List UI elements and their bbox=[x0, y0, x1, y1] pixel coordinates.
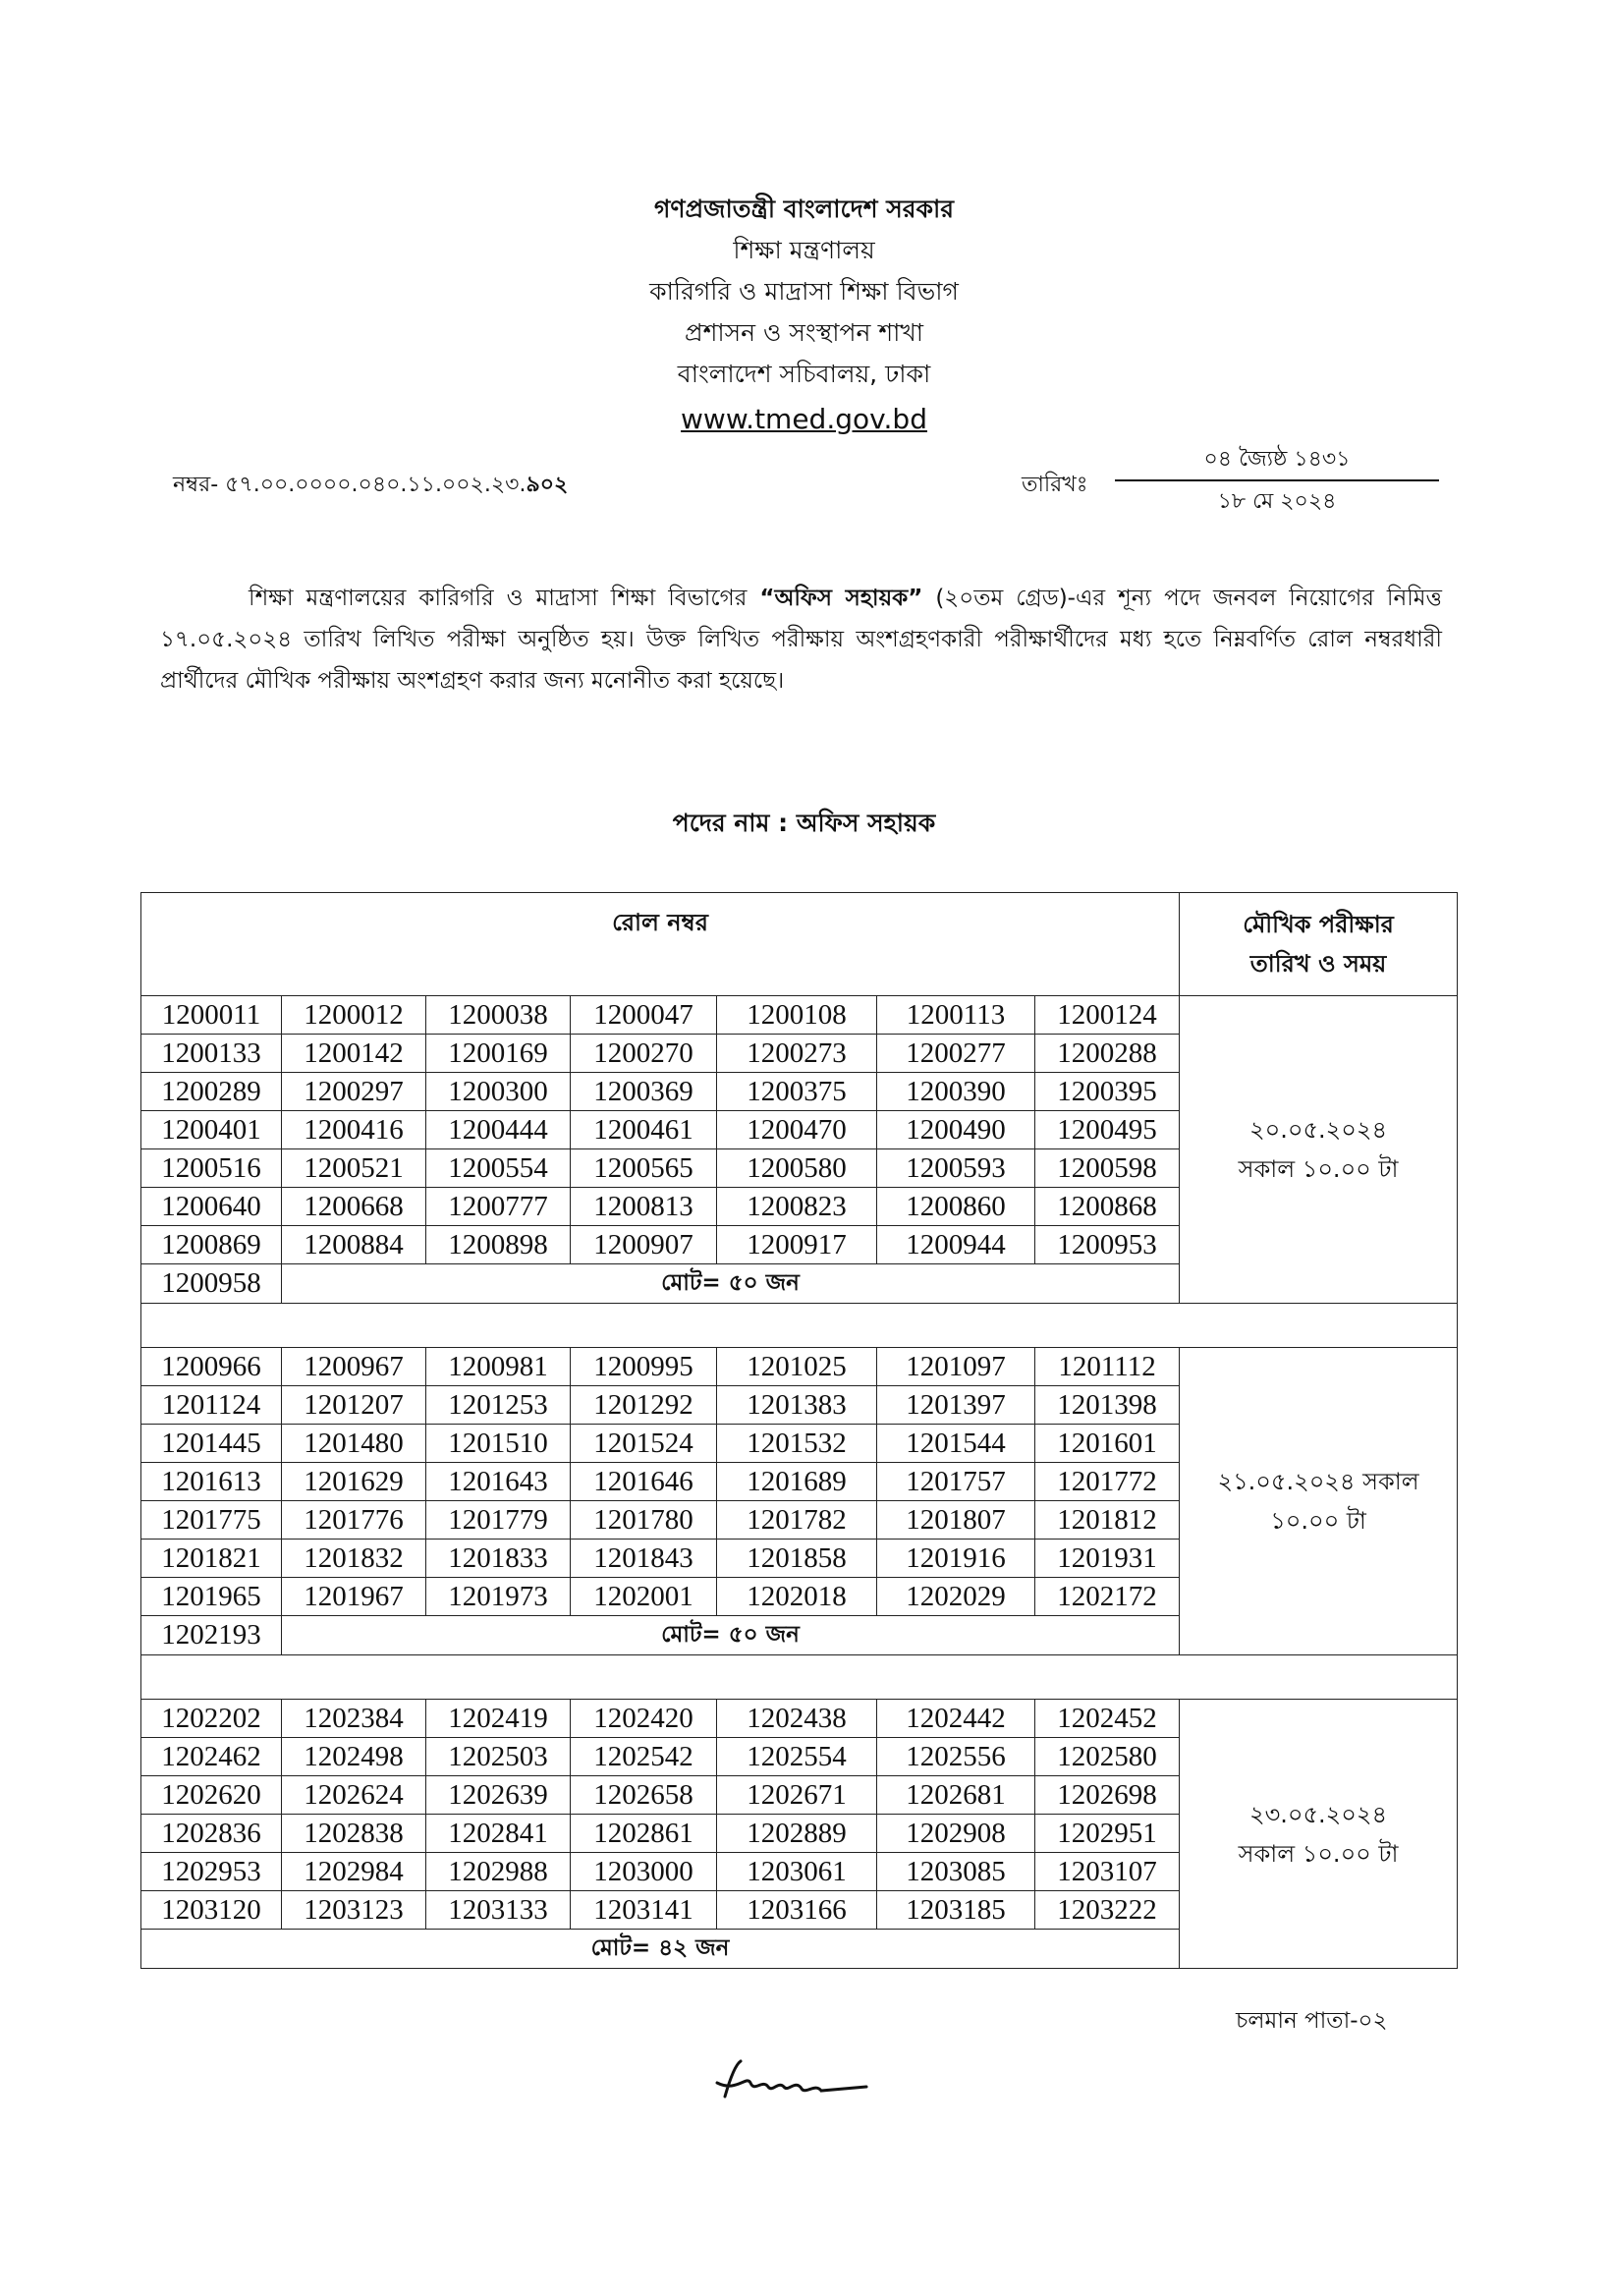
roll-number-cell: 1201397 bbox=[877, 1386, 1035, 1425]
roll-number-cell: 1200516 bbox=[141, 1149, 282, 1188]
roll-number-cell: 1200490 bbox=[877, 1111, 1035, 1149]
roll-number-cell: 1200444 bbox=[426, 1111, 571, 1149]
roll-number-cell: 1201967 bbox=[282, 1578, 426, 1616]
roll-number-cell: 1201689 bbox=[717, 1463, 877, 1501]
viva-date-header-line-1: মৌখিক পরীক্ষার bbox=[1243, 911, 1394, 938]
roll-number-cell: 1201812 bbox=[1035, 1501, 1180, 1540]
roll-number-cell: 1201292 bbox=[571, 1386, 717, 1425]
memo-number-prefix: নম্বর- ৫৭.০০.০০০০.০৪০.১১.০০২.২৩. bbox=[173, 473, 527, 497]
viva-date-line-1: ২০.০৫.২০২৪ bbox=[1249, 1116, 1388, 1144]
roll-number-cell: 1203185 bbox=[877, 1891, 1035, 1930]
roll-number-cell: 1203141 bbox=[571, 1891, 717, 1930]
roll-number-cell: 1202984 bbox=[282, 1853, 426, 1891]
group-separator bbox=[141, 1655, 1458, 1700]
letterhead bbox=[0, 189, 1608, 442]
letterhead-ministry: শিক্ষা মন্ত্রণালয় bbox=[733, 236, 875, 264]
viva-date-cell bbox=[1180, 1348, 1458, 1655]
roll-number-cell: 1200470 bbox=[717, 1111, 877, 1149]
roll-number-cell: 1200495 bbox=[1035, 1111, 1180, 1149]
roll-number-cell: 1202620 bbox=[141, 1776, 282, 1815]
roll-number-cell: 1202671 bbox=[717, 1776, 877, 1815]
body-post-name: “অফিস সহায়ক” bbox=[759, 586, 923, 611]
roll-number-cell: 1202889 bbox=[717, 1815, 877, 1853]
roll-number-cell: 1200521 bbox=[282, 1149, 426, 1188]
roll-number-cell: 1202639 bbox=[426, 1776, 571, 1815]
website-link[interactable]: www.tmed.gov.bd bbox=[681, 403, 927, 435]
roll-number-cell: 1200640 bbox=[141, 1188, 282, 1226]
roll-number-table bbox=[140, 892, 1458, 1969]
roll-number-cell: 1203107 bbox=[1035, 1853, 1180, 1891]
roll-number-cell: 1201772 bbox=[1035, 1463, 1180, 1501]
roll-number-cell: 1202841 bbox=[426, 1815, 571, 1853]
roll-number-cell: 1200113 bbox=[877, 996, 1035, 1035]
roll-number-cell: 1202542 bbox=[571, 1738, 717, 1776]
roll-number-cell: 1200124 bbox=[1035, 996, 1180, 1035]
roll-number-cell: 1200047 bbox=[571, 996, 717, 1035]
roll-number-cell: 1201779 bbox=[426, 1501, 571, 1540]
roll-number-cell: 1202029 bbox=[877, 1578, 1035, 1616]
viva-date-cell bbox=[1180, 1700, 1458, 1969]
roll-number-cell: 1202953 bbox=[141, 1853, 282, 1891]
roll-number-cell: 1200289 bbox=[141, 1073, 282, 1111]
roll-number-cell: 1202001 bbox=[571, 1578, 717, 1616]
date-english: ১৮ মে ২০২৪ bbox=[1217, 489, 1337, 514]
roll-number-cell: 1202658 bbox=[571, 1776, 717, 1815]
roll-number-cell: 1201398 bbox=[1035, 1386, 1180, 1425]
roll-number-cell: 1202681 bbox=[877, 1776, 1035, 1815]
roll-number-cell: 1201643 bbox=[426, 1463, 571, 1501]
roll-number-cell: 1202462 bbox=[141, 1738, 282, 1776]
roll-number-cell: 1202452 bbox=[1035, 1700, 1180, 1738]
roll-number-cell: 1201613 bbox=[141, 1463, 282, 1501]
roll-row bbox=[141, 996, 1458, 1035]
roll-number-header: রোল নম্বর bbox=[141, 893, 1180, 996]
letterhead-division: কারিগরি ও মাদ্রাসা শিক্ষা বিভাগ bbox=[649, 277, 959, 306]
roll-number-cell: 1202624 bbox=[282, 1776, 426, 1815]
roll-number-cell: 1201544 bbox=[877, 1425, 1035, 1463]
viva-date-line-1: ২১.০৫.২০২৪ সকাল bbox=[1217, 1468, 1419, 1495]
roll-number-cell: 1203120 bbox=[141, 1891, 282, 1930]
roll-number-cell: 1202442 bbox=[877, 1700, 1035, 1738]
roll-number-cell: 1201253 bbox=[426, 1386, 571, 1425]
roll-number-cell: 1200300 bbox=[426, 1073, 571, 1111]
roll-number-cell: 1200777 bbox=[426, 1188, 571, 1226]
roll-number-cell: 1202988 bbox=[426, 1853, 571, 1891]
roll-number-cell: 1202202 bbox=[141, 1700, 282, 1738]
roll-number-cell: 1200953 bbox=[1035, 1226, 1180, 1264]
roll-number-cell: 1201973 bbox=[426, 1578, 571, 1616]
roll-number-cell: 1203166 bbox=[717, 1891, 877, 1930]
roll-number-cell: 1202172 bbox=[1035, 1578, 1180, 1616]
viva-date-line-2: সকাল ১০.০০ টা bbox=[1238, 1155, 1399, 1183]
roll-number-cell: 1200133 bbox=[141, 1035, 282, 1073]
roll-number-cell: 1200297 bbox=[282, 1073, 426, 1111]
body-part-1: শিক্ষা মন্ত্রণালয়ের কারিগরি ও মাদ্রাসা শিক্ষা বিভাগের bbox=[249, 586, 760, 611]
group-total: মোট= ৫০ জন bbox=[282, 1264, 1180, 1304]
roll-number-cell: 1200554 bbox=[426, 1149, 571, 1188]
roll-row bbox=[141, 1700, 1458, 1738]
roll-number-cell: 1200967 bbox=[282, 1348, 426, 1386]
date-label: তারিখঃ bbox=[1022, 473, 1088, 497]
roll-number-cell: 1202908 bbox=[877, 1815, 1035, 1853]
roll-number-cell: 1201832 bbox=[282, 1540, 426, 1578]
roll-number-cell: 1202580 bbox=[1035, 1738, 1180, 1776]
roll-number-cell: 1202438 bbox=[717, 1700, 877, 1738]
roll-number-cell: 1201757 bbox=[877, 1463, 1035, 1501]
roll-number-cell: 1202554 bbox=[717, 1738, 877, 1776]
roll-number-cell: 1202861 bbox=[571, 1815, 717, 1853]
viva-date-cell bbox=[1180, 996, 1458, 1304]
roll-number-cell: 1201601 bbox=[1035, 1425, 1180, 1463]
roll-number-cell: 1202836 bbox=[141, 1815, 282, 1853]
roll-number-cell: 1200142 bbox=[282, 1035, 426, 1073]
roll-number-cell: 1201916 bbox=[877, 1540, 1035, 1578]
roll-number-cell: 1202838 bbox=[282, 1815, 426, 1853]
roll-number-cell: 1203000 bbox=[571, 1853, 717, 1891]
roll-number-cell: 1203061 bbox=[717, 1853, 877, 1891]
roll-number-cell: 1200593 bbox=[877, 1149, 1035, 1188]
roll-number-cell: 1201097 bbox=[877, 1348, 1035, 1386]
letterhead-government: গণপ্রজাতন্ত্রী বাংলাদেশ সরকার bbox=[654, 195, 954, 223]
roll-number-cell: 1201646 bbox=[571, 1463, 717, 1501]
roll-number-cell: 1201821 bbox=[141, 1540, 282, 1578]
roll-number-cell: 1200917 bbox=[717, 1226, 877, 1264]
roll-number-cell: 1201025 bbox=[717, 1348, 877, 1386]
roll-number-cell: 1200823 bbox=[717, 1188, 877, 1226]
roll-number-cell: 1200860 bbox=[877, 1188, 1035, 1226]
roll-number-cell: 1200898 bbox=[426, 1226, 571, 1264]
roll-number-cell: 1202420 bbox=[571, 1700, 717, 1738]
roll-number-cell: 1200401 bbox=[141, 1111, 282, 1149]
roll-number-cell: 1200981 bbox=[426, 1348, 571, 1386]
roll-number-cell: 1201124 bbox=[141, 1386, 282, 1425]
viva-date-line-1: ২৩.০৫.২০২৪ bbox=[1249, 1800, 1388, 1828]
group-separator bbox=[141, 1304, 1458, 1348]
date-bangla: ০৪ জ্যৈষ্ঠ ১৪৩১ bbox=[1115, 440, 1439, 481]
roll-number-cell: 1201383 bbox=[717, 1386, 877, 1425]
roll-number-cell: 1202498 bbox=[282, 1738, 426, 1776]
roll-number-cell: 1200108 bbox=[717, 996, 877, 1035]
roll-number-cell: 1200813 bbox=[571, 1188, 717, 1226]
roll-number-cell: 1200288 bbox=[1035, 1035, 1180, 1073]
roll-number-cell: 1200273 bbox=[717, 1035, 877, 1073]
roll-number-cell: 1201510 bbox=[426, 1425, 571, 1463]
roll-row bbox=[141, 1348, 1458, 1386]
roll-number-cell: 1202018 bbox=[717, 1578, 877, 1616]
roll-number-cell: 1201858 bbox=[717, 1540, 877, 1578]
roll-number-cell: 1200884 bbox=[282, 1226, 426, 1264]
roll-number-cell: 1200390 bbox=[877, 1073, 1035, 1111]
body-part-2: (২০তম গ্রেড)-এর শূন্য পদে জনবল নিয়োগের নিমিত্ত ১৭.০৫.২০২৪ তারিখ লিখিত পরীক্ষা অনুষ্ঠিত হয়। উক্ত লিখিত পরীক্ষায় অংশগ্রহণকারী পরীক্ষার্থীদের মধ্য হতে নিম্নবর্ণিত রোল নম্বরধারী প্রার্থীদের মৌখিক পরীক্ষায় অংশগ্রহণ করার জন্য মনোনীত করা হয়েছে। bbox=[160, 586, 1443, 694]
letterhead-address: বাংলাদেশ সচিবালয়, ঢাকা bbox=[677, 360, 931, 388]
roll-number-cell: 1201112 bbox=[1035, 1348, 1180, 1386]
group-separator-row bbox=[141, 1304, 1458, 1348]
date-block bbox=[1115, 440, 1439, 523]
roll-number-cell: 1203123 bbox=[282, 1891, 426, 1930]
handwritten-signature-icon bbox=[707, 2053, 874, 2112]
post-title: পদের নাম : অফিস সহায়ক bbox=[672, 809, 936, 837]
group-separator-row bbox=[141, 1655, 1458, 1700]
roll-number-cell: 1201532 bbox=[717, 1425, 877, 1463]
roll-number-cell: 1202556 bbox=[877, 1738, 1035, 1776]
memo-number bbox=[173, 468, 568, 504]
group-total: মোট= ৪২ জন bbox=[141, 1930, 1180, 1969]
memo-number-suffix: ৯০২ bbox=[526, 473, 569, 497]
body-paragraph bbox=[160, 578, 1442, 701]
roll-number-cell: 1203085 bbox=[877, 1853, 1035, 1891]
roll-number-cell: 1202951 bbox=[1035, 1815, 1180, 1853]
roll-number-cell: 1200270 bbox=[571, 1035, 717, 1073]
roll-number-cell: 1202193 bbox=[141, 1616, 282, 1655]
roll-number-cell: 1200944 bbox=[877, 1226, 1035, 1264]
roll-number-cell: 1200580 bbox=[717, 1149, 877, 1188]
roll-number-cell: 1201445 bbox=[141, 1425, 282, 1463]
continued-page-note: চলমান পাতা-০২ bbox=[1236, 2008, 1388, 2034]
roll-number-cell: 1201775 bbox=[141, 1501, 282, 1540]
roll-number-cell: 1202419 bbox=[426, 1700, 571, 1738]
roll-number-cell: 1200369 bbox=[571, 1073, 717, 1111]
viva-date-line-2: ১০.০০ টা bbox=[1270, 1507, 1366, 1535]
roll-number-cell: 1200869 bbox=[141, 1226, 282, 1264]
roll-number-cell: 1201931 bbox=[1035, 1540, 1180, 1578]
roll-number-cell: 1202503 bbox=[426, 1738, 571, 1776]
letterhead-branch: প্রশাসন ও সংস্থাপন শাখা bbox=[684, 318, 924, 347]
roll-number-cell: 1200169 bbox=[426, 1035, 571, 1073]
viva-date-line-2: সকাল ১০.০০ টা bbox=[1238, 1839, 1399, 1868]
roll-number-cell: 1200461 bbox=[571, 1111, 717, 1149]
viva-date-header bbox=[1180, 893, 1458, 996]
roll-number-cell: 1201782 bbox=[717, 1501, 877, 1540]
roll-number-cell: 1200416 bbox=[282, 1111, 426, 1149]
roll-number-cell: 1203222 bbox=[1035, 1891, 1180, 1930]
roll-number-cell: 1202384 bbox=[282, 1700, 426, 1738]
roll-number-cell: 1200907 bbox=[571, 1226, 717, 1264]
roll-number-cell: 1201629 bbox=[282, 1463, 426, 1501]
roll-number-cell: 1201524 bbox=[571, 1425, 717, 1463]
roll-number-cell: 1200012 bbox=[282, 996, 426, 1035]
roll-number-cell: 1200995 bbox=[571, 1348, 717, 1386]
roll-number-cell: 1200668 bbox=[282, 1188, 426, 1226]
roll-number-cell: 1201807 bbox=[877, 1501, 1035, 1540]
group-total: মোট= ৫০ জন bbox=[282, 1616, 1180, 1655]
roll-number-cell: 1200375 bbox=[717, 1073, 877, 1111]
roll-number-cell: 1201207 bbox=[282, 1386, 426, 1425]
roll-number-cell: 1200277 bbox=[877, 1035, 1035, 1073]
table-header-row bbox=[141, 893, 1458, 996]
roll-number-cell: 1201965 bbox=[141, 1578, 282, 1616]
roll-number-cell: 1201480 bbox=[282, 1425, 426, 1463]
roll-number-cell: 1200598 bbox=[1035, 1149, 1180, 1188]
roll-number-cell: 1203133 bbox=[426, 1891, 571, 1930]
roll-number-cell: 1200868 bbox=[1035, 1188, 1180, 1226]
signature bbox=[707, 2053, 874, 2116]
roll-number-cell: 1202698 bbox=[1035, 1776, 1180, 1815]
roll-number-cell: 1200011 bbox=[141, 996, 282, 1035]
roll-number-cell: 1201843 bbox=[571, 1540, 717, 1578]
roll-number-cell: 1200958 bbox=[141, 1264, 282, 1304]
roll-number-cell: 1201776 bbox=[282, 1501, 426, 1540]
roll-number-cell: 1200565 bbox=[571, 1149, 717, 1188]
roll-number-cell: 1201780 bbox=[571, 1501, 717, 1540]
roll-number-cell: 1201833 bbox=[426, 1540, 571, 1578]
roll-number-cell: 1200395 bbox=[1035, 1073, 1180, 1111]
roll-number-cell: 1200966 bbox=[141, 1348, 282, 1386]
viva-date-header-line-2: তারিখ ও সময় bbox=[1249, 950, 1387, 978]
roll-number-cell: 1200038 bbox=[426, 996, 571, 1035]
